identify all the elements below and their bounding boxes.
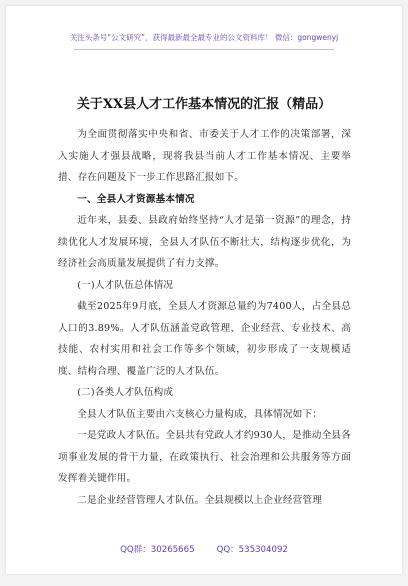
document-page bbox=[6, 6, 402, 574]
document-body bbox=[58, 124, 351, 511]
qq-group-text: QQ群：30265665 bbox=[120, 545, 195, 555]
qq-contact-text: QQ：535304092 bbox=[216, 545, 288, 555]
paragraph: 截至2025年9月底，全县人才资源总量约为7400人，占全县总人口的3.89%。人才队伍涵盖党政管理、企业经营、专业技术、高技能、农村实用和社会工作等多个领域，初步形成了一支规模适度、结构合理、覆盖广泛的人才队伍。 bbox=[58, 301, 351, 377]
intro-paragraph: 为全面贯彻落实中央和省、市委关于人才工作的决策部署，深入实施人才强县战略，现将我县当前人才工作基本情况、主要举措、存在问题及下一步工作思路汇报如下。 bbox=[58, 129, 351, 183]
paragraph: 二是企业经营管理人才队伍。全县规模以上企业经营管理 bbox=[77, 494, 323, 506]
subsection-heading: (一)人才队伍总体情况 bbox=[77, 279, 174, 291]
promo-banner: 关注头条号“公文研究”，获得最新最全最专业的公文资料库！ 微信：gongwenyj bbox=[69, 33, 339, 42]
paragraph: 全县人才队伍主要由六支核心力量构成，具体情况如下： bbox=[77, 408, 323, 420]
paragraph: 近年来，县委、县政府始终坚持“人才是第一资源”的理念，持续优化人才发展环境，全县人才队伍不断壮大，结构逐步优化，为经济社会高质量发展提供了有力支撑。 bbox=[58, 215, 351, 269]
page-footer bbox=[6, 543, 402, 555]
subsection-heading: (二)各类人才队伍构成 bbox=[77, 387, 174, 398]
document-title: 关于XX县人才工作基本情况的汇报（精品） bbox=[76, 97, 332, 112]
section-heading: 一、全县人才资源基本情况 bbox=[77, 193, 195, 205]
banner-divider bbox=[74, 49, 334, 50]
paragraph: 一是党政人才队伍。全县共有党政人才约930人，是推动全县各项事业发展的骨干力量，在政策执行、社会治理和公共服务等方面发挥着关键作用。 bbox=[58, 430, 351, 484]
